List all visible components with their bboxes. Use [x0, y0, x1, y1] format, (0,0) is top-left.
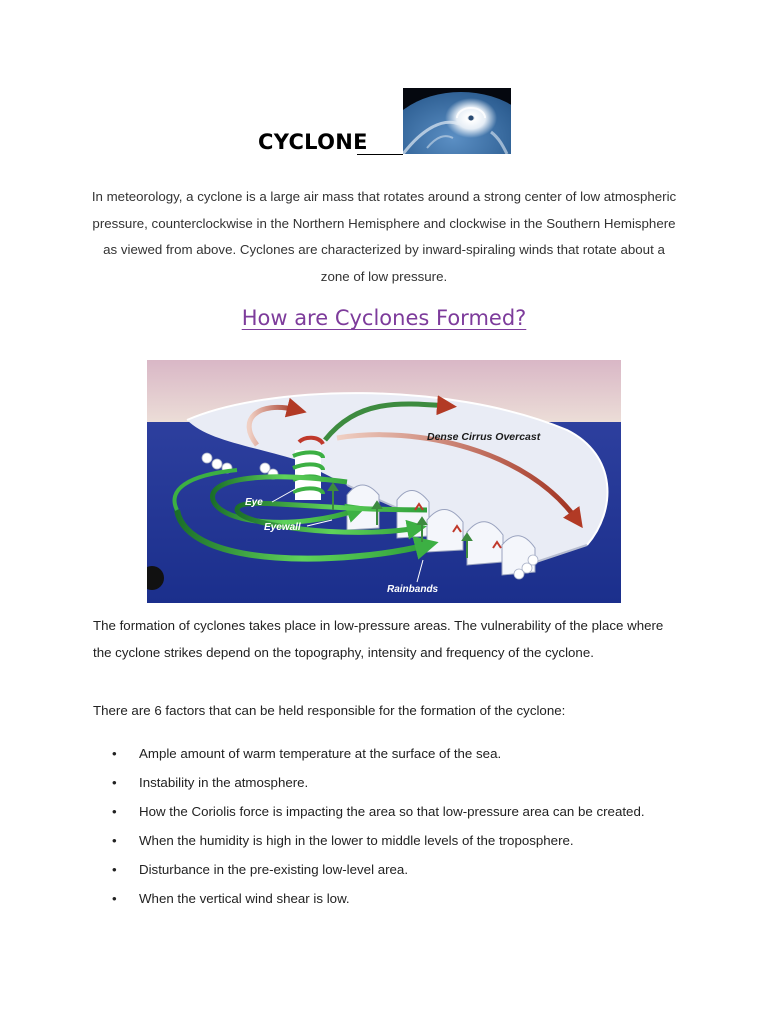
page-title: CYCLONE: [258, 130, 368, 154]
bullet-icon: •: [112, 833, 117, 849]
satellite-hurricane-image: [403, 88, 511, 154]
bullet-icon: •: [112, 804, 117, 820]
formation-paragraph: The formation of cyclones takes place in low-pressure areas. The vulnerability of the place where the cyclone strikes depend on the topography, intensity and frequency of the cyclone.: [93, 618, 664, 660]
list-item-text: When the vertical wind shear is low.: [139, 891, 350, 907]
list-item: [112, 799, 672, 826]
section-heading: How are Cyclones Formed?: [241, 306, 527, 330]
title-underline: [357, 154, 403, 155]
list-item-text: When the humidity is high in the lower to middle levels of the troposphere.: [139, 833, 574, 849]
bullet-icon: •: [112, 775, 117, 791]
list-item: [112, 828, 672, 855]
list-item: [112, 741, 672, 768]
factors-list: [112, 741, 672, 916]
bullet-icon: •: [112, 746, 117, 761]
list-item-text: Ample amount of warm temperature at the surface of the sea.: [139, 746, 502, 761]
eyewall-label: Eyewall: [264, 522, 301, 533]
list-item-text: How the Coriolis force is impacting the area so that low-pressure area can be created.: [139, 804, 645, 820]
list-item: [112, 770, 672, 797]
page-title-wrap: [258, 130, 368, 154]
list-item: [112, 857, 672, 884]
intro-paragraph: In meteorology, a cyclone is a large air mass that rotates around a strong center of low atmospheric pressure, counterclockwise in the Northern Hemisphere and clockwise in the Southern Hemisphere as viewed from above. Cyclones are characterized by inward-spiraling winds that rotate about a zone of low pressure.: [91, 189, 677, 284]
bullet-icon: •: [112, 891, 117, 907]
list-item-text: Disturbance in the pre-existing low-level area.: [139, 862, 409, 878]
dense-cirrus-label: Dense Cirrus Overcast: [427, 431, 541, 443]
cyclone-structure-diagram: [147, 360, 621, 603]
bullet-icon: •: [112, 862, 117, 878]
list-item-text: Instability in the atmosphere.: [139, 775, 309, 791]
factors-intro-paragraph: There are 6 factors that can be held responsible for the formation of the cyclone:: [93, 703, 566, 718]
eye-label: Eye: [245, 497, 263, 508]
list-item: [112, 886, 672, 913]
rainbands-label: Rainbands: [387, 584, 439, 595]
